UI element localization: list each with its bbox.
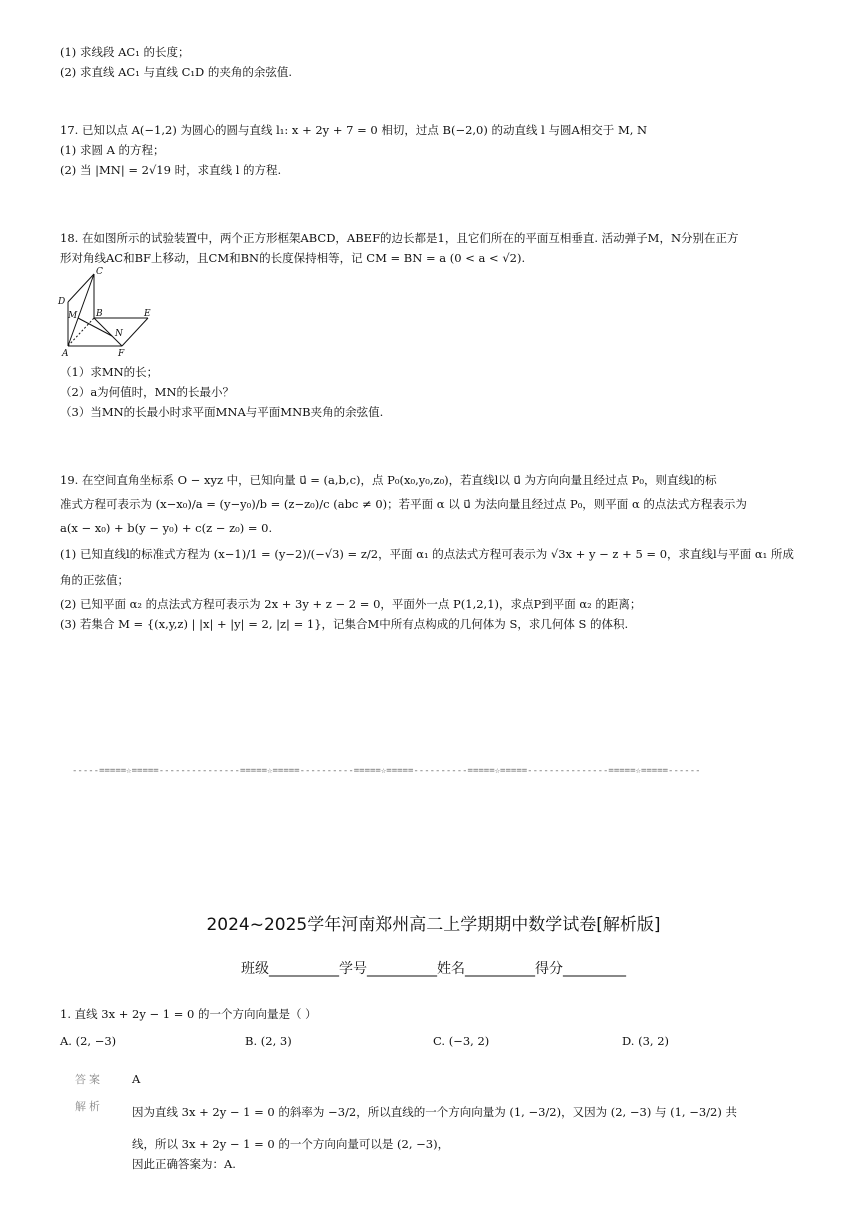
q19-line-7: (3) 若集合 M = {(x,y,z) | |x| + |y| = 2, |z| = 1}，记集合M中所有点构成的几何体为 S，求几何体 S 的体积. [60, 617, 629, 631]
q18-stem-line-2: 形对角线AC和BF上移动，且CM和BN的长度保持相等，记 CM = BN = a (0 < a < √2). [60, 251, 526, 265]
answer-value: A [132, 1072, 141, 1086]
q1-option-a: A. (2, −3) [60, 1034, 117, 1048]
label-M: M [68, 311, 78, 321]
label-E: E [144, 309, 151, 319]
q19-line-6: (2) 已知平面 α₂ 的点法式方程可表示为 2x + 3y + z − 2 = 0，平面外一点 P(1,2,1)，求点P到平面 α₂ 的距离； [60, 597, 642, 611]
label-B: B [96, 309, 103, 319]
q1-stem: 1. 直线 3x + 2y − 1 = 0 的一个方向向量是（ ） [60, 1007, 317, 1021]
q18-item-1: （1）求MN的长； [60, 365, 159, 379]
q18-figure [56, 266, 160, 362]
q19-line-1: 19. 在空间直角坐标系 O − xyz 中，已知向量 u⃗ = (a,b,c)，点 P₀(x₀,y₀,z₀)，若直线l以 u⃗ 为方向向量且经过点 P₀，则直线l的标 [60, 473, 717, 487]
q18-stem-line-1: 18. 在如图所示的试验装置中，两个正方形框架ABCD，ABEF的边长都是1，且它们所在的平面互相垂直. 活动弹子M，N分别在正方 [60, 231, 739, 245]
q1-option-b: B. (2, 3) [245, 1034, 292, 1048]
page-title: 2024~2025学年河南郑州高二上学期期中数学试卷[解析版] [206, 915, 661, 935]
q19-line-2: 准式方程可表示为 (x−x₀)/a = (y−y₀)/b = (z−z₀)/c (abc ≠ 0)；若平面 α 以 u⃗ 为法向量且经过点 P₀，则平面 α 的点法式方程表示为 [60, 497, 747, 511]
analysis-line-3: 因此正确答案为：A. [132, 1157, 236, 1171]
student-info-fields: 班级__________学号__________姓名__________得分_________ [241, 961, 626, 977]
q19-line-4: (1) 已知直线l的标准式方程为 (x−1)/1 = (y−2)/(−√3) = z/2，平面 α₁ 的点法式方程可表示为 √3x + y − z + 5 = 0，求直线l与平面 α₁ 所成 [60, 547, 794, 561]
answer-label: 答案 [75, 1073, 103, 1086]
section-separator: -----=====☆=====---------------=====☆=====----------=====☆=====----------=====☆=====---------------=====☆=====------ [72, 766, 701, 776]
label-F: F [118, 349, 125, 359]
q19-line-3: a(x − x₀) + b(y − y₀) + c(z − z₀) = 0. [60, 521, 273, 535]
q18-item-2: （2）a为何值时，MN的长最小？ [60, 385, 235, 399]
q19-line-5: 角的正弦值； [60, 573, 129, 587]
label-D: D [58, 297, 66, 307]
q16-item-2: (2) 求直线 AC₁ 与直线 C₁D 的夹角的余弦值. [60, 65, 293, 79]
q18-item-3: （3）当MN的长最小时求平面MNA与平面MNB夹角的余弦值. [60, 405, 384, 419]
q1-option-c: C. (−3, 2) [433, 1034, 490, 1048]
analysis-label: 解析 [75, 1100, 103, 1113]
q17-item-1: (1) 求圆 A 的方程； [60, 143, 165, 157]
q16-item-1: (1) 求线段 AC₁ 的长度； [60, 45, 190, 59]
analysis-line-2: 线，所以 3x + 2y − 1 = 0 的一个方向向量可以是 (2, −3)， [132, 1137, 450, 1151]
q1-option-d: D. (3, 2) [622, 1034, 670, 1048]
label-N: N [115, 329, 123, 339]
analysis-line-1: 因为直线 3x + 2y − 1 = 0 的斜率为 −3/2，所以直线的一个方向向量为 (1, −3/2)，又因为 (2, −3) 与 (1, −3/2) 共 [132, 1105, 738, 1119]
q17-item-2: (2) 当 |MN| = 2√19 时，求直线 l 的方程. [60, 163, 282, 177]
q17-stem: 17. 已知以点 A(−1,2) 为圆心的圆与直线 l₁: x + 2y + 7 = 0 相切，过点 B(−2,0) 的动直线 l 与圆A相交于 M, N [60, 123, 648, 137]
label-A: A [62, 349, 69, 359]
label-C: C [96, 267, 103, 277]
